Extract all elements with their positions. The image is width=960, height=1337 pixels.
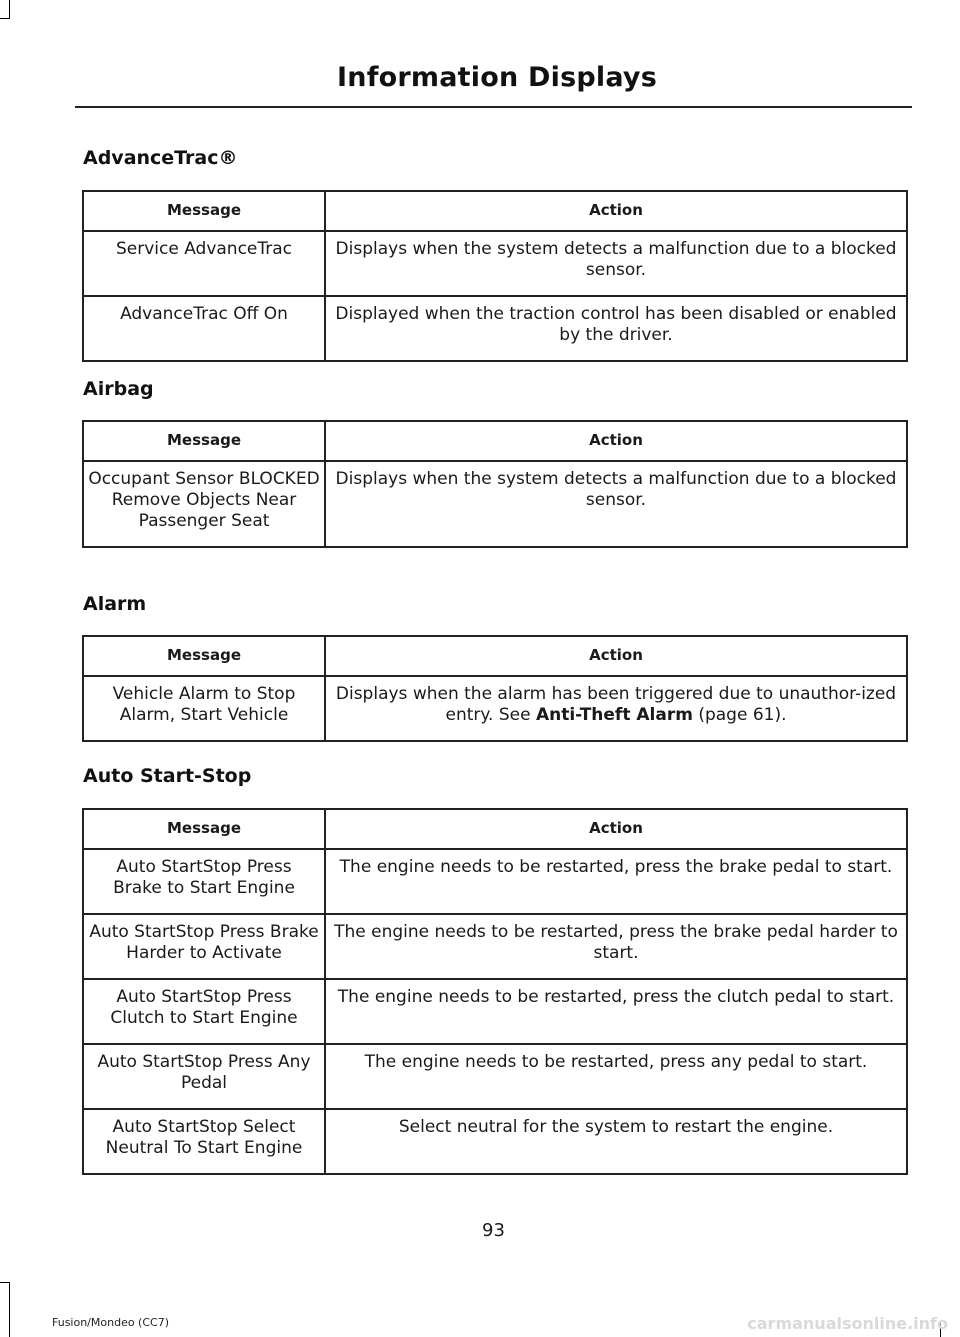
crop-mark-top-left (9, 0, 10, 18)
message-cell: Auto StartStop Select Neutral To Start Engine (83, 1109, 325, 1174)
table-header-row (83, 421, 907, 461)
title-divider (75, 106, 912, 108)
action-cell: The engine needs to be restarted, press any pedal to start. (325, 1044, 907, 1109)
advancetrac-table (82, 190, 908, 362)
message-cell: Auto StartStop Press Brake Harder to Activate (83, 914, 325, 979)
message-cell: AdvanceTrac Off On (83, 296, 325, 361)
table-row (83, 1109, 907, 1174)
column-header-message: Message (83, 191, 325, 231)
crop-mark-bottom-left-h (0, 1282, 10, 1283)
action-cell: Displays when the system detects a malfunction due to a blocked sensor. (325, 461, 907, 547)
table-row (83, 979, 907, 1044)
column-header-action: Action (325, 809, 907, 849)
message-cell: Auto StartStop Press Brake to Start Engine (83, 849, 325, 914)
action-cell: The engine needs to be restarted, press the brake pedal harder to start. (325, 914, 907, 979)
anti-theft-alarm-link[interactable]: Anti-Theft Alarm (535, 705, 693, 725)
message-cell: Vehicle Alarm to Stop Alarm, Start Vehicle (83, 676, 325, 741)
table-row (83, 1044, 907, 1109)
column-header-message: Message (83, 421, 325, 461)
crop-mark-bottom-left (9, 1282, 10, 1337)
column-header-action: Action (325, 191, 907, 231)
alarm-table (82, 635, 908, 742)
table-row (83, 676, 907, 741)
section-heading-alarm: Alarm (83, 593, 147, 615)
auto-start-stop-table (82, 808, 908, 1175)
message-cell: Auto StartStop Press Clutch to Start Engine (83, 979, 325, 1044)
crop-mark-top-left-h (0, 18, 10, 19)
section-heading-auto-start-stop: Auto Start-Stop (83, 765, 252, 787)
page-title: Information Displays (337, 62, 657, 93)
message-cell: Auto StartStop Press Any Pedal (83, 1044, 325, 1109)
column-header-message: Message (83, 636, 325, 676)
column-header-message: Message (83, 809, 325, 849)
airbag-table (82, 420, 908, 548)
table-row (83, 231, 907, 296)
action-cell: Displayed when the traction control has been disabled or enabled by the driver. (325, 296, 907, 361)
message-cell: Service AdvanceTrac (83, 231, 325, 296)
column-header-action: Action (325, 636, 907, 676)
watermark: carmanualsonline.info (747, 1314, 948, 1333)
table-row (83, 296, 907, 361)
page-reference: (page 61). (692, 705, 787, 725)
table-row (83, 849, 907, 914)
table-row (83, 461, 907, 547)
table-header-row (83, 191, 907, 231)
action-cell: The engine needs to be restarted, press the brake pedal to start. (325, 849, 907, 914)
table-row (83, 914, 907, 979)
action-cell (325, 676, 907, 741)
footer-model-label: Fusion/Mondeo (CC7) (52, 1316, 170, 1329)
action-cell: Displays when the system detects a malfunction due to a blocked sensor. (325, 231, 907, 296)
action-cell: Select neutral for the system to restart the engine. (325, 1109, 907, 1174)
section-heading-advancetrac: AdvanceTrac® (83, 147, 238, 169)
action-text: Displays when the alarm has been triggered due to unauthor-ized entry. See (335, 684, 897, 725)
page-number: 93 (482, 1220, 505, 1241)
action-cell: The engine needs to be restarted, press the clutch pedal to start. (325, 979, 907, 1044)
table-header-row (83, 636, 907, 676)
message-cell: Occupant Sensor BLOCKED Remove Objects Near Passenger Seat (83, 461, 325, 547)
section-heading-airbag: Airbag (83, 378, 154, 400)
column-header-action: Action (325, 421, 907, 461)
table-header-row (83, 809, 907, 849)
